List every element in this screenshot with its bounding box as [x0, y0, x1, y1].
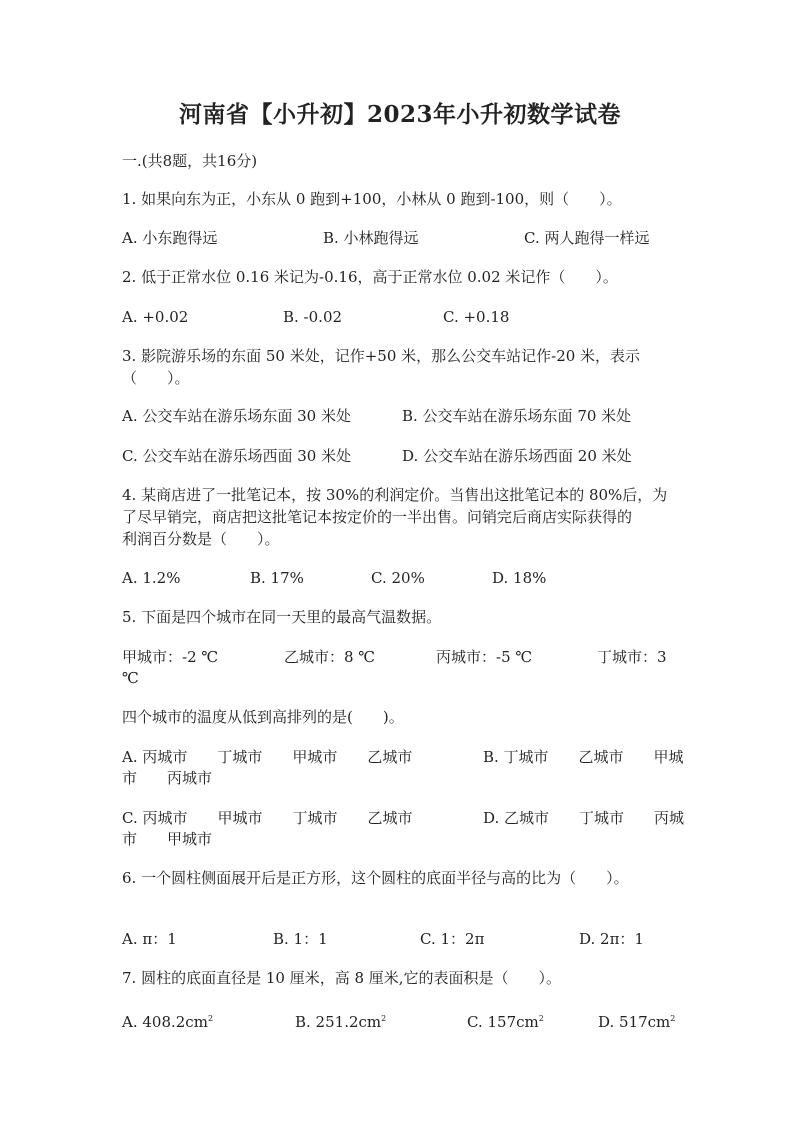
q5-question: 四个城市的温度从低到高排列的是( )。	[122, 708, 404, 726]
q7-option-a-text: A. 408.2cm	[122, 1013, 208, 1031]
question-4-stem-line2: 了尽早销完，商店把这批笔记本按定价的一半出售。问销完后商店实际获得的	[122, 508, 633, 526]
question-6-stem: 6. 一个圆柱侧面展开后是正方形，这个圆柱的底面半径与高的比为（ ）。	[122, 869, 629, 887]
q5-temp-bing: 丙城市：-5 ℃	[436, 648, 533, 666]
q2-option-a: A. +0.02	[122, 308, 189, 326]
question-4-stem-line3: 利润百分数是（ ）。	[122, 530, 280, 548]
q7-option-d-text: D. 517cm	[598, 1013, 671, 1031]
question-3-stem-line1: 3. 影院游乐场的东面 50 米处，记作+50 米，那么公交车站记作-20 米，表示	[122, 347, 641, 365]
q7-option-c-sup: 2	[538, 1014, 544, 1023]
q6-option-a: A. π：1	[122, 930, 177, 948]
q3-option-a: A. 公交车站在游乐场东面 30 米处	[122, 407, 351, 425]
q5-option-d-line2: 市 甲城市	[122, 830, 213, 848]
q1-option-b: B. 小林跑得远	[323, 229, 419, 247]
q6-option-b: B. 1：1	[273, 930, 328, 948]
q5-temp-ding-unit: ℃	[122, 669, 139, 687]
q5-temp-yi: 乙城市：8 ℃	[284, 648, 376, 666]
question-4-stem-line1: 4. 某商店进了一批笔记本，按 30%的利润定价。当售出这批笔记本的 80%后，为	[122, 486, 668, 504]
q4-option-c: C. 20%	[371, 569, 425, 587]
section-heading: 一.(共8题，共16分)	[122, 152, 258, 170]
q5-option-a: A. 丙城市 丁城市 甲城市 乙城市	[122, 748, 413, 766]
q1-option-a: A. 小东跑得远	[122, 229, 218, 247]
q7-option-d-sup: 2	[670, 1014, 676, 1023]
q5-temp-jia: 甲城市：-2 ℃	[122, 648, 219, 666]
q1-option-c: C. 两人跑得一样远	[524, 229, 650, 247]
q3-option-b: B. 公交车站在游乐场东面 70 米处	[402, 407, 632, 425]
q5-temp-ding: 丁城市：3	[597, 648, 667, 666]
q6-option-c: C. 1：2π	[420, 930, 485, 948]
q6-option-d: D. 2π：1	[579, 930, 644, 948]
question-2-stem: 2. 低于正常水位 0.16 米记为-0.16，高于正常水位 0.02 米记作（ ）。	[122, 268, 618, 286]
q7-option-a	[122, 1009, 213, 1032]
q7-option-b-text: B. 251.2cm	[295, 1013, 382, 1031]
question-5-stem: 5. 下面是四个城市在同一天里的最高气温数据。	[122, 608, 442, 626]
q7-option-c-text: C. 157cm	[467, 1013, 539, 1031]
question-3-stem-line2: （ ）。	[122, 369, 190, 387]
q5-option-c: C. 丙城市 甲城市 丁城市 乙城市	[122, 809, 413, 827]
q2-option-b: B. -0.02	[283, 308, 343, 326]
q5-option-b-line2: 市 丙城市	[122, 769, 213, 787]
q7-option-c	[467, 1009, 544, 1032]
q5-option-b-line1: B. 丁城市 乙城市 甲城	[483, 748, 684, 766]
q7-option-b-sup: 2	[381, 1014, 387, 1023]
q7-option-a-sup: 2	[207, 1014, 214, 1023]
q5-option-d-line1: D. 乙城市 丁城市 丙城	[483, 809, 685, 827]
q7-option-b	[295, 1009, 386, 1032]
exam-title: 河南省【小升初】2023年小升初数学试卷	[178, 101, 621, 128]
q2-option-c: C. +0.18	[443, 308, 510, 326]
q4-option-b: B. 17%	[250, 569, 304, 587]
question-1-stem: 1. 如果向东为正，小东从 0 跑到+100，小林从 0 跑到-100，则（ ）。	[122, 190, 622, 208]
q4-option-a: A. 1.2%	[122, 569, 181, 587]
q3-option-c: C. 公交车站在游乐场西面 30 米处	[122, 447, 352, 465]
q7-option-d	[598, 1009, 675, 1032]
q3-option-d: D. 公交车站在游乐场西面 20 米处	[402, 447, 632, 465]
question-7-stem: 7. 圆柱的底面直径是 10 厘米，高 8 厘米,它的表面积是（ ）。	[122, 969, 562, 987]
q4-option-d: D. 18%	[492, 569, 547, 587]
